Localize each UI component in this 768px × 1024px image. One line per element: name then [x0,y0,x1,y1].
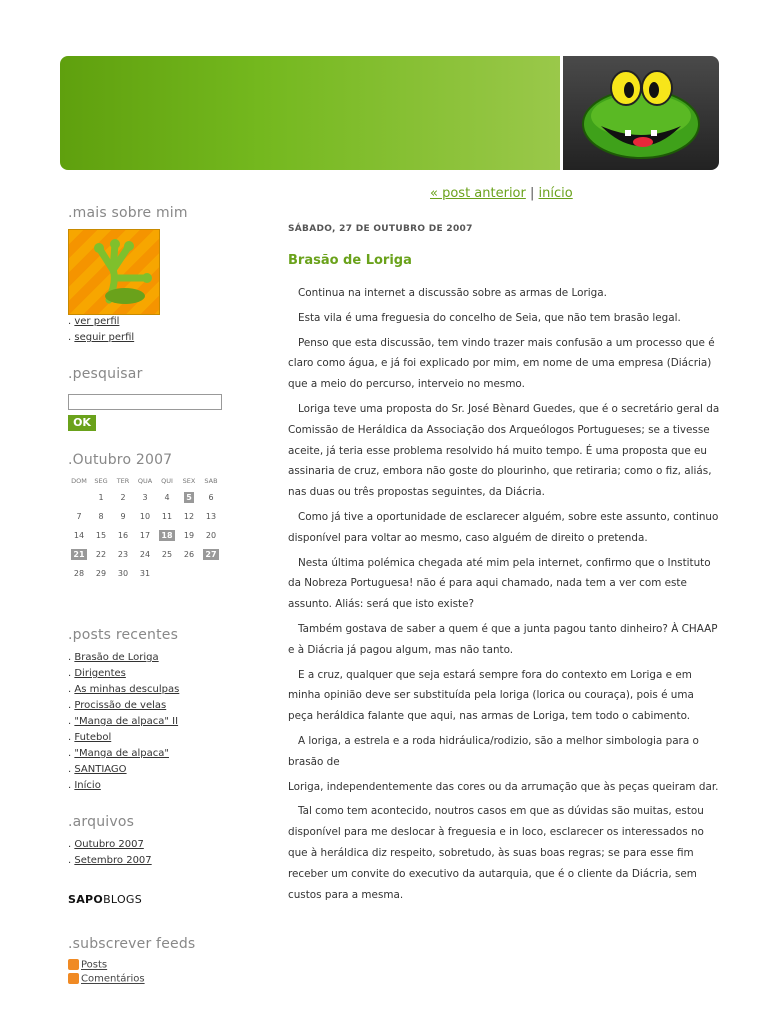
calendar-day-header: SEX [182,477,196,485]
calendar-day-number: 2 [120,493,126,502]
calendar-day [200,564,222,583]
frog-hand-icon [69,230,159,314]
list-item: . Brasão de Loriga [68,652,159,663]
post-date: SÁBADO, 27 DE OUTUBRO DE 2007 [288,224,473,234]
calendar-day [134,488,156,507]
calendar-day-number: 19 [183,531,195,540]
recent-post-link[interactable]: "Manga de alpaca" [74,748,169,759]
list-item: . ver perfil [68,316,120,327]
sapo-logo-rest: BLOGS [103,893,143,906]
post-paragraph: A loriga, a estrela e a roda hidráulica/rodizio, são a melhor simbologia para o brasão de [288,734,699,768]
calendar-day-number: 10 [139,512,151,521]
search-ok-button[interactable]: OK [68,415,96,431]
calendar-day [134,507,156,526]
calendar-day [68,507,90,526]
sapo-logo-bold: SAPO [68,893,104,906]
recent-post-link[interactable]: Procissão de velas [74,700,167,711]
home-link[interactable]: início [538,186,573,201]
calendar-day-number: 15 [95,531,107,540]
calendar-day-number: 1 [98,493,104,502]
list-item: . "Manga de alpaca" [68,748,169,759]
post-paragraph: Loriga teve uma proposta do Sr. José Bènard Guedes, que é o secretário geral da Comissão de Heráldica da Associação dos Arqueólogos Portugueses; se a tivesse aceite, já teria esse problema resolvido há muito tempo. É uma proposta que eu assinaria de cruz, embora não goste do plourinho, que retiraria; como o fiz, aliás, nas duas ou três propostas seguintes, da Diácria. [288,402,720,499]
calendar-day-number: 18 [161,531,173,540]
calendar-day-number: 20 [205,531,217,540]
calendar-day-number: 3 [142,493,148,502]
calendar-week [68,507,222,526]
calendar-day [156,545,178,564]
calendar-day-number: 12 [183,512,195,521]
recent-post-link[interactable]: Dirigentes [74,668,126,679]
calendar-day [112,526,134,545]
recent-posts-list [68,650,179,794]
recent-post-link[interactable]: Início [74,780,101,791]
calendar-day [90,526,112,545]
calendar-week [68,526,222,545]
recent-post-link[interactable]: SANTIAGO [74,764,127,775]
calendar-day [90,564,112,583]
calendar-day-number: 22 [95,550,107,559]
calendar-day [112,545,134,564]
feed-item [68,973,145,985]
calendar-day-number: 27 [205,550,217,559]
post-title[interactable]: Brasão de Loriga [288,253,412,268]
list-item: . seguir perfil [68,332,135,343]
calendar-day-number: 26 [183,550,195,559]
calendar-day-number: 31 [139,569,151,578]
calendar-day [200,507,222,526]
calendar-week [68,564,222,583]
archives-heading: .arquivos [68,814,135,830]
archive-link[interactable]: Setembro 2007 [74,855,152,866]
calendar-day-number: 16 [117,531,129,540]
calendar-day [134,564,156,583]
post-paragraph: Loriga, independentemente das cores ou da arrumação que às peças queiram dar. [288,780,719,793]
calendar-day [90,507,112,526]
calendar-day [68,564,90,583]
calendar-day [156,564,178,583]
calendar-day-header: QUI [161,477,173,485]
calendar [68,474,222,583]
calendar-day [90,545,112,564]
list-item: . Outubro 2007 [68,839,144,850]
calendar-day [134,526,156,545]
calendar-week [68,488,222,507]
frog-face-icon [563,56,719,170]
calendar-day-number: 23 [117,550,129,559]
post-paragraph: Continua na internet a discussão sobre as armas de Loriga. [298,287,607,299]
list-item: . As minhas desculpas [68,684,180,695]
list-item: . SANTIAGO [68,764,127,775]
calendar-day [178,545,200,564]
calendar-day-number: 4 [164,493,170,502]
list-item: . Futebol [68,732,112,743]
calendar-day [178,526,200,545]
calendar-day [90,488,112,507]
calendar-day-link[interactable] [156,526,178,545]
calendar-day [156,488,178,507]
calendar-day-header: TER [116,477,130,485]
avatar[interactable] [68,229,160,315]
list-item: . Procissão de velas [68,700,167,711]
calendar-day-number: 29 [95,569,107,578]
calendar-day-number: 13 [205,512,217,521]
calendar-day-link[interactable] [200,545,222,564]
calendar-day-number: 21 [73,550,85,559]
archive-link[interactable]: Outubro 2007 [74,839,144,850]
calendar-day-number: 14 [73,531,85,540]
calendar-day [68,526,90,545]
post-body [288,283,720,909]
comments-feed-link[interactable]: Comentários [81,973,145,985]
frog-logo[interactable] [563,56,719,170]
feeds-heading: .subscrever feeds [68,936,196,952]
archives-list [68,837,152,869]
calendar-day-number: 28 [73,569,85,578]
calendar-day-number: 11 [161,512,173,521]
feed-item [68,959,107,971]
recent-post-link[interactable]: As minhas desculpas [74,684,180,695]
calendar-day [112,507,134,526]
calendar-day-header: SEG [94,477,108,485]
calendar-day-header: QUA [137,477,153,485]
calendar-day-number: 24 [139,550,151,559]
post-paragraph: Nesta última polémica chegada até mim pela internet, confirmo que o Instituto da Nobreza Portuguesa! não é para aqui chamado, nada tem a ver com este assunto. Aliás: será que isto existe? [288,556,711,611]
previous-post-link[interactable]: « post anterior [430,186,526,201]
calendar-day-header: DOM [71,477,87,485]
calendar-heading: .Outubro 2007 [68,452,173,468]
about-heading: .mais sobre mim [68,205,188,221]
recent-post-link[interactable]: Brasão de Loriga [74,652,159,663]
calendar-day-link[interactable] [178,488,200,507]
calendar-day-number: 7 [76,512,82,521]
post-paragraph: Penso que esta discussão, tem vindo trazer mais confusão a um processo que é claro como água, e já foi explicado por mim, em nome de uma empresa (Diácria) que a meio do percurso, interveio no mesmo. [288,336,715,391]
calendar-day-number: 9 [120,512,126,521]
post-paragraph: Tal como tem acontecido, noutros casos em que as dúvidas são muitas, estou disponível para me deslocar à freguesia e in loco, esclarecer os interessados no que à heráldica diz respeito, sobretudo, às suas boas regras; se para esse fim receber um convite do executivo da autarquia, que é o cliente da Diácria, sem custos para a mesma. [288,805,704,901]
calendar-day [178,564,200,583]
calendar-day [178,507,200,526]
list-item: . Dirigentes [68,668,126,679]
profile-links [68,314,134,346]
post-paragraph: E a cruz, qualquer que seja estará sempre fora do contexto em Loriga e em minha opinião deve ser substituída pela loriga (lorica ou couraça), pois é uma peça heráldica falante que aqui, nas armas de Loriga, tem todo o cabimento. [288,668,694,723]
post-paragraph: Como já tive a oportunidade de esclarecer alguém, sobre este assunto, continuo disponível para voltar ao mesmo, caso alguém de direito o pretenda. [288,510,719,544]
calendar-day-number: 5 [186,493,192,502]
rss-icon [68,973,79,984]
calendar-day-header: SAB [204,477,218,485]
calendar-day [134,545,156,564]
recent-posts-heading: .posts recentes [68,627,179,643]
rss-icon [68,959,79,970]
posts-feed-link[interactable]: Posts [81,959,108,971]
calendar-day [68,488,90,507]
calendar-day-number: 25 [161,550,173,559]
view-profile-link[interactable]: ver perfil [74,316,120,327]
calendar-day-number: 17 [139,531,151,540]
calendar-day [200,526,222,545]
calendar-day [112,488,134,507]
calendar-day [112,564,134,583]
post-paragraph: Esta vila é uma freguesia do concelho de Seia, que não tem brasão legal. [298,311,681,324]
post-paragraph: Também gostava de saber a quem é que a junta pagou tanto dinheiro? À CHAAP e à Diácria já pagou algum, mas não tanto. [288,622,718,656]
nav-separator: | [530,186,535,201]
follow-profile-link[interactable]: seguir perfil [74,332,135,343]
list-item: . "Manga de alpaca" II [68,716,179,727]
calendar-day-number: 30 [117,569,129,578]
recent-post-link[interactable]: Futebol [74,732,112,743]
calendar-body [68,488,222,583]
sapo-blogs-logo[interactable] [68,893,142,906]
calendar-day [156,507,178,526]
search-input[interactable] [68,394,222,410]
recent-post-link[interactable]: "Manga de alpaca" II [74,716,179,727]
post-navigation [430,186,573,201]
calendar-day-number: 8 [98,512,104,521]
list-item: . Início [68,780,101,791]
calendar-week [68,545,222,564]
search-heading: .pesquisar [68,366,143,382]
list-item: . Setembro 2007 [68,855,152,866]
header-banner [60,56,560,170]
calendar-day-link[interactable] [68,545,90,564]
calendar-day [200,488,222,507]
calendar-day-number: 6 [208,493,214,502]
